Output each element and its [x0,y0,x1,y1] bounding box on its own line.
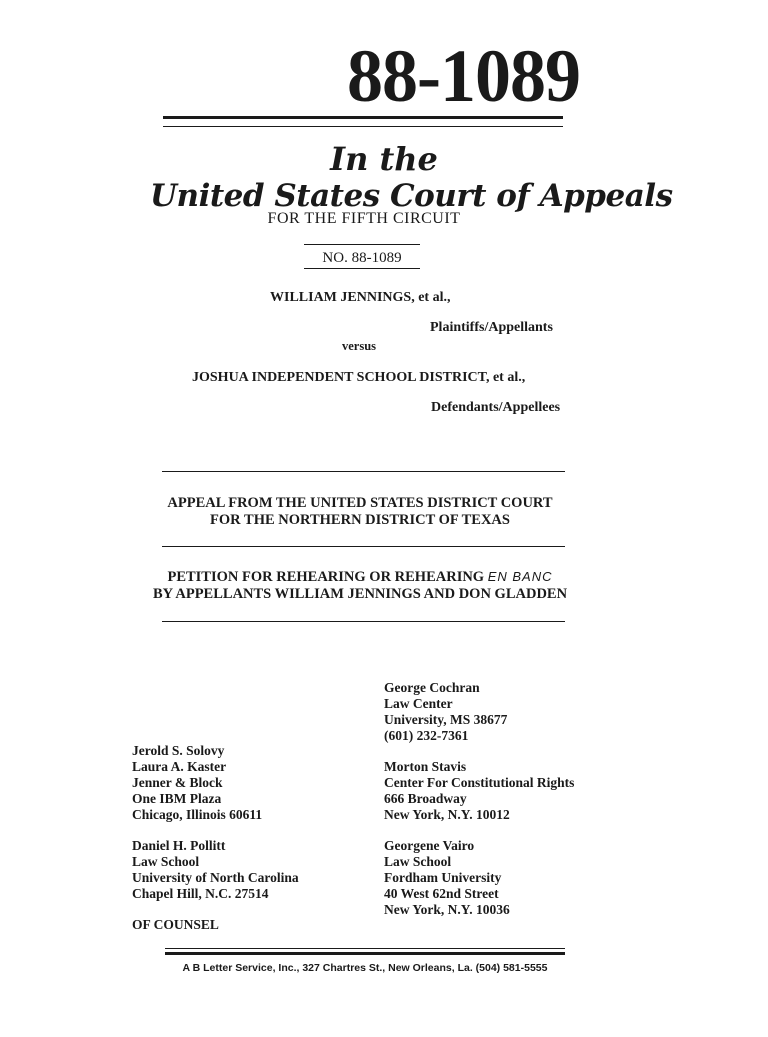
counsel-line: 666 Broadway [384,791,467,806]
top-double-rule [163,116,563,127]
counsel-line: New York, N.Y. 10012 [384,807,510,822]
rule-before-petition [162,546,565,547]
appeal-line2: FOR THE NORTHERN DISTRICT OF TEXAS [210,512,510,528]
counsel-line: One IBM Plaza [132,791,222,806]
circuit-name: FOR THE FIFTH CIRCUIT [267,210,461,227]
counsel-line: Fordham University [384,870,502,885]
counsel-line: University of North Carolina [132,870,299,885]
rule-after-petition [162,621,565,622]
counsel-line: Law Center [384,696,453,711]
plaintiff-name: WILLIAM JENNINGS, et al., [270,290,451,305]
defendant-role: Defendants/Appellees [431,400,561,415]
docket-number: 88-1089 [347,34,580,118]
counsel-line: University, MS 38677 [384,712,508,727]
counsel-line: (601) 232-7361 [384,728,469,743]
en-banc-label: EN BANC [487,569,553,584]
petition-caption [120,568,600,603]
appeal-line1: APPEAL FROM THE UNITED STATES DISTRICT COURT [167,495,553,511]
counsel-line: Jenner & Block [132,775,223,790]
plaintiff-role: Plaintiffs/Appellants [430,320,553,335]
case-number: NO. 88-1089 [322,250,402,266]
counsel-line: Georgene Vairo [384,838,475,853]
counsel-line: Center For Constitutional Rights [384,775,575,790]
court-heading-line2: United States Court of Appeals [150,178,673,214]
petition-line1: PETITION FOR REHEARING OR REHEARING [167,569,488,585]
defendant-name: JOSHUA INDEPENDENT SCHOOL DISTRICT, et al., [192,370,526,385]
of-counsel-label: OF COUNSEL [132,917,219,932]
counsel-line: Jerold S. Solovy [132,743,225,758]
counsel-line: Law School [132,854,200,869]
counsel-line: Laura A. Kaster [132,759,227,774]
versus-label: versus [342,339,377,353]
printer-footer: A B Letter Service, Inc., 327 Chartres St., New Orleans, La. (504) 581-5555 [182,962,548,974]
counsel-block-solovy [132,743,262,823]
rule-before-appeal [162,471,565,472]
counsel-block-cochran [384,680,507,744]
counsel-line: Morton Stavis [384,759,467,774]
counsel-line: New York, N.Y. 10036 [384,902,510,917]
counsel-line: Daniel H. Pollitt [132,838,226,853]
court-heading-line1: In the [330,140,438,178]
counsel-line: George Cochran [384,680,480,695]
counsel-block-stavis [384,759,574,823]
case-no-rule-bottom [304,268,420,269]
counsel-block-pollitt [132,838,299,902]
counsel-line: Law School [384,854,452,869]
footer-double-rule [165,948,565,955]
appeal-caption [130,495,590,529]
case-no-rule-top [304,244,420,245]
petition-line2: BY APPELLANTS WILLIAM JENNINGS AND DON GLADDEN [152,586,568,602]
counsel-line: Chicago, Illinois 60611 [132,807,263,822]
counsel-line: Chapel Hill, N.C. 27514 [132,886,269,901]
counsel-block-vairo [384,838,510,918]
counsel-line: 40 West 62nd Street [384,886,499,901]
